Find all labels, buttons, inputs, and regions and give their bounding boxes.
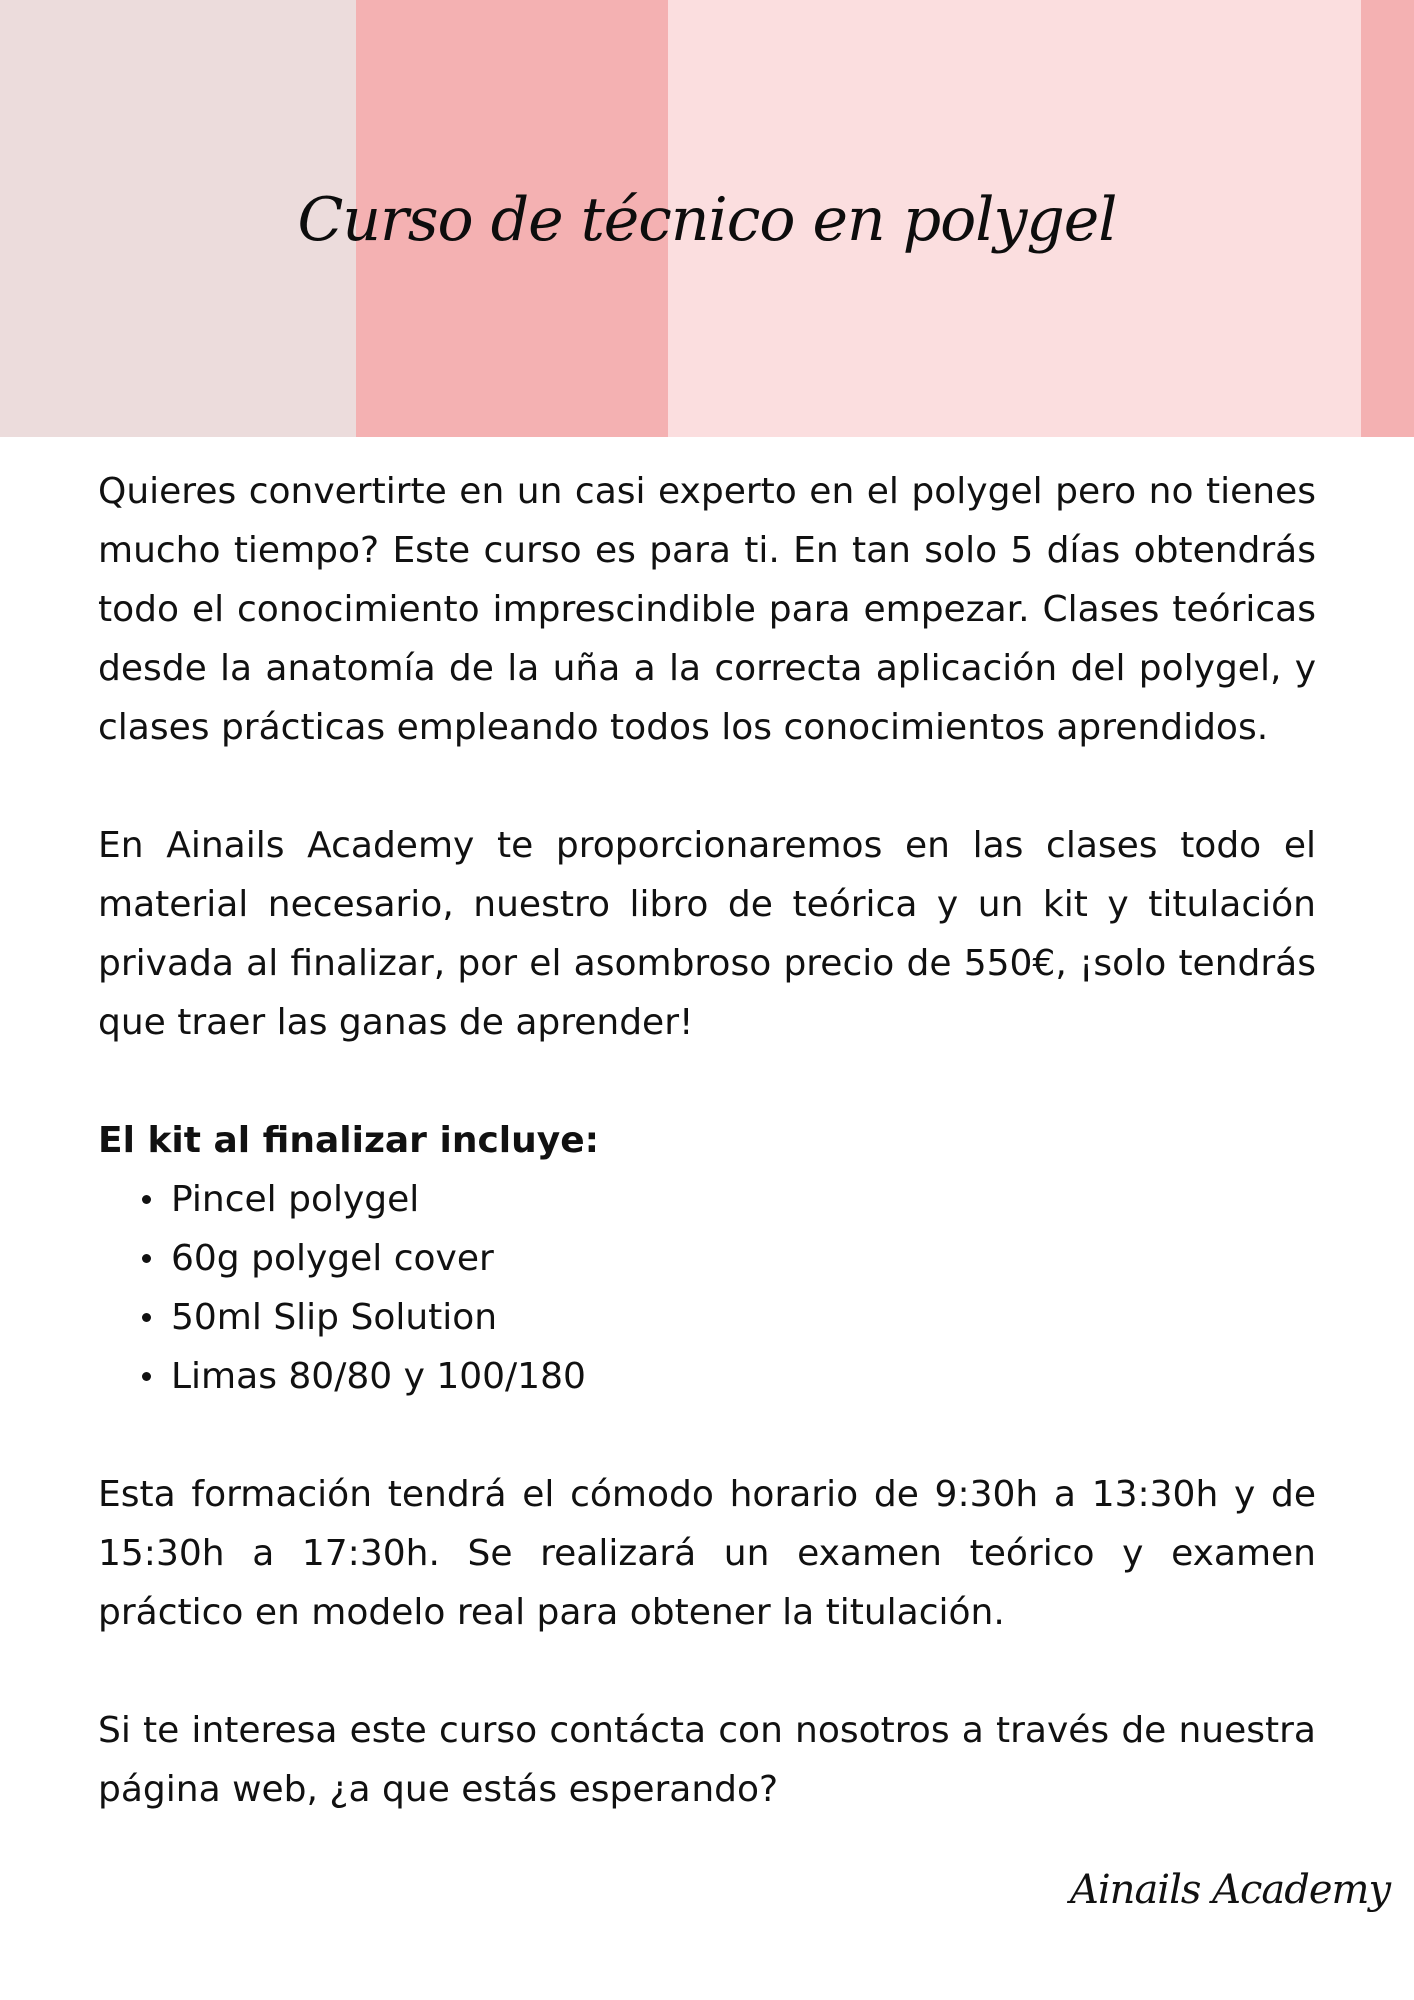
list-item — [98, 1347, 1316, 1406]
contact-paragraph: Si te interesa este curso contácta con nosotros a través de nuestra página web, ¿a que estás esperando? — [98, 1710, 1316, 1810]
paragraph-spacer — [98, 757, 1316, 816]
schedule-paragraph: Esta formación tendrá el cómodo horario de 9:30h a 13:30h y de 15:30h a 17:30h. Se realizará un examen teórico y examen práctico en modelo real para obtener la titulación. — [98, 1474, 1316, 1633]
kit-item-label: 60g polygel cover — [171, 1238, 494, 1279]
paragraph-spacer — [98, 1642, 1316, 1701]
page-title: Curso de técnico en polygel — [297, 185, 1117, 255]
list-item — [98, 1229, 1316, 1288]
paragraph-spacer — [98, 1406, 1316, 1465]
intro-paragraph: Quieres convertirte en un casi experto en el polygel pero no tienes mucho tiempo? Este curso es para ti. En tan solo 5 días obtendrás todo el conocimiento imprescindible para empezar. Clases teóricas desde la anatomía de la uña a la correcta aplicación del polygel, y clases prácticas empleando todos los conocimientos aprendidos. — [98, 471, 1316, 748]
bullet-icon — [142, 1254, 151, 1263]
kit-list — [98, 1170, 1316, 1406]
list-item — [98, 1170, 1316, 1229]
paragraph-spacer — [98, 1052, 1316, 1111]
header-banner — [0, 0, 1414, 437]
kit-item-label: 50ml Slip Solution — [171, 1297, 498, 1338]
bullet-icon — [142, 1372, 151, 1381]
kit-heading: El kit al finalizar incluye: — [98, 1120, 600, 1161]
kit-item-label: Limas 80/80 y 100/180 — [171, 1356, 586, 1397]
academy-paragraph: En Ainails Academy te proporcionaremos en las clases todo el material necesario, nuestro libro de teórica y un kit y titulación privada al finalizar, por el asombroso precio de 550€, ¡solo tendrás que traer las ganas de aprender! — [98, 825, 1316, 1043]
bullet-icon — [142, 1313, 151, 1322]
bullet-icon — [142, 1195, 151, 1204]
kit-item-label: Pincel polygel — [171, 1179, 420, 1220]
list-item — [98, 1288, 1316, 1347]
main-content — [98, 462, 1316, 1819]
signature-logo: Ainails Academy — [1070, 1867, 1391, 1913]
